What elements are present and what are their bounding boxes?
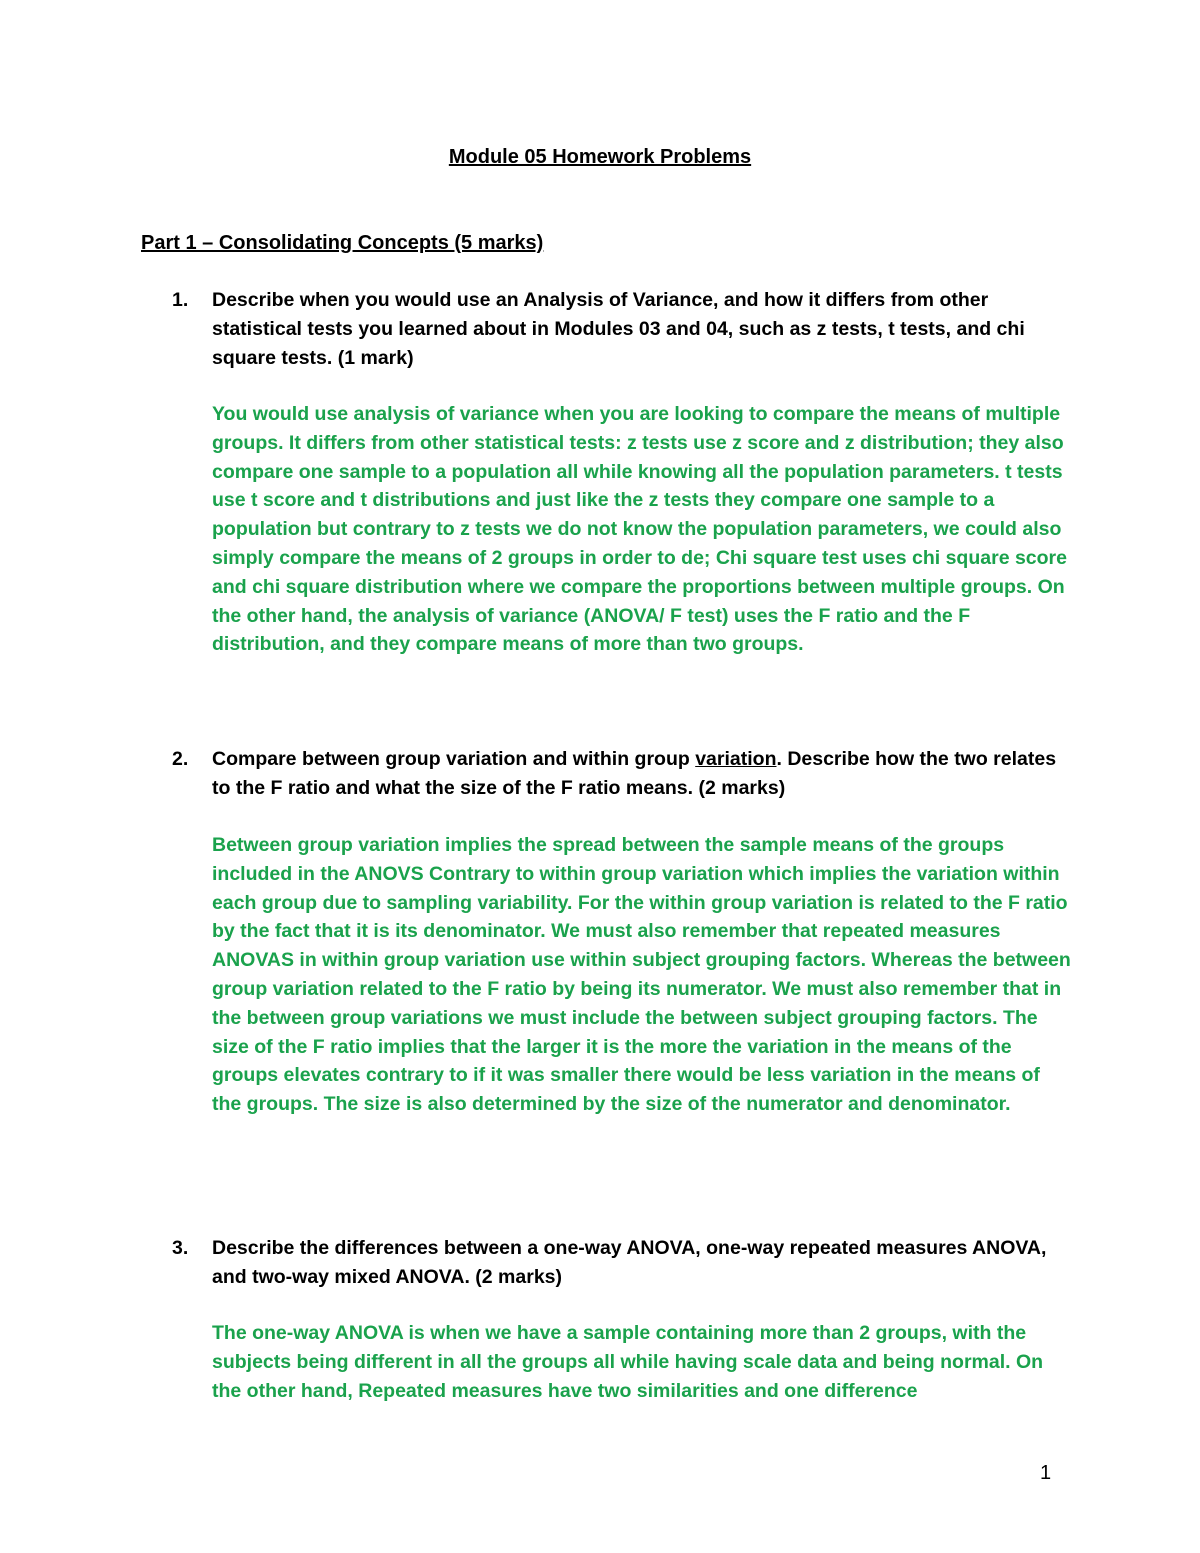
question-2-underlined-word: variation [695, 748, 777, 770]
answer-2: Between group variation implies the spread between the sample means of the groups included in the ANOVS Contrary to within group variation which implies the variation within each group due to sampling variability. For the within group variation is related to the F ratio by the fact that it is its denominator. We must also remember that repeated measures ANOVAS in within group variation use within subject grouping factors. Whereas the between group variation related to the F ratio by being its numerator. We must also remember that in the between group variations we must include the between subject grouping factors. The size of the F ratio implies that the larger it is the more the variation in the means of the groups elevates contrary to if it was smaller there would be less variation in the means of the groups. The size is also determined by the size of the numerator and denominator. [212, 834, 1071, 1116]
question-3-number: 3. [172, 1237, 189, 1259]
document-title: Module 05 Homework Problems [448, 146, 752, 168]
question-3-text: Describe the differences between a one-way ANOVA, one-way repeated measures ANOVA, and two-way mixed ANOVA. (2 marks) [212, 1237, 1047, 1288]
question-1-text: Describe when you would use an Analysis of Variance, and how it differs from other statistical tests you learned about in Modules 03 and 04, such as z tests, t tests, and chi square tests. (1 mark) [212, 289, 1025, 369]
page-number: 1 [1040, 1462, 1052, 1484]
question-1 [172, 286, 1072, 373]
question-2-number: 2. [172, 748, 189, 770]
part-1-heading: Part 1 – Consolidating Concepts (5 marks) [141, 232, 544, 254]
question-2-text-end: . Describe how the two relates to the F ratio and what the size of the F ratio means. (2 marks) [212, 748, 1057, 799]
answer-3: The one-way ANOVA is when we have a sample containing more than 2 groups, with the subjects being different in all the groups all while having scale data and being normal. On the other hand, Repeated measures have two similarities and one difference [212, 1322, 1044, 1402]
question-1-number: 1. [172, 289, 189, 311]
question-3 [172, 1234, 1072, 1292]
question-2 [172, 745, 1072, 803]
question-2-text-start: Compare between group variation and within group [212, 748, 696, 770]
question-2-text [212, 745, 1072, 803]
answer-1: You would use analysis of variance when you are looking to compare the means of multiple groups. It differs from other statistical tests: z tests use z score and z distribution; they also compare one sample to a population all while knowing all the population parameters. t tests use t score and t distributions and just like the z tests they compare one sample to a population but contrary to z tests we do not know the population parameters, we could also simply compare the means of 2 groups in order to de; Chi square test uses chi square score and chi square distribution where we compare the proportions between multiple groups. On the other hand, the analysis of variance (ANOVA/ F test) uses the F ratio and the F distribution, and they compare means of more than two groups. [212, 403, 1067, 656]
